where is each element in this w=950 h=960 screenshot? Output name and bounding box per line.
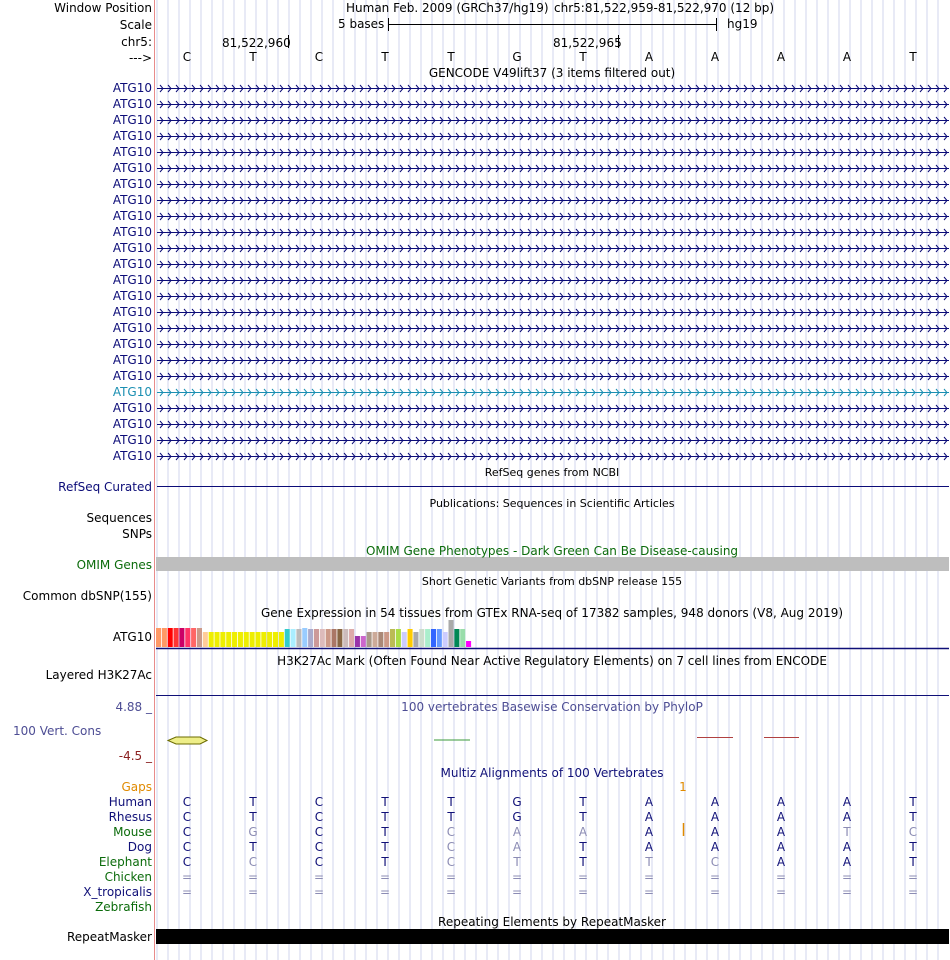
multiz-aligned-base: A [842, 795, 852, 809]
gencode-transcript-label[interactable]: ATG10 [112, 257, 152, 271]
multiz-aligned-base: T [249, 795, 257, 809]
gencode-transcript-label[interactable]: ATG10 [112, 97, 152, 111]
multiz-aligned-base: = [247, 870, 259, 884]
multiz-aligned-base: T [909, 810, 917, 824]
multiz-aligned-base: A [776, 825, 786, 839]
publications-snps-label[interactable]: SNPs [122, 527, 152, 541]
gencode-transcript-label[interactable]: ATG10 [112, 289, 152, 303]
gtex-tissue-bar [285, 629, 290, 647]
gencode-transcript-label[interactable]: ATG10 [112, 273, 152, 287]
gtex-track-title: Gene Expression in 54 tissues from GTEx RNA-seq of 17382 samples, 948 donors (V8, Aug 2019) [260, 606, 844, 620]
multiz-aligned-base: = [511, 870, 523, 884]
multiz-aligned-base: T [513, 855, 521, 869]
multiz-species-label[interactable]: Human [108, 795, 152, 809]
multiz-aligned-base: T [249, 840, 257, 854]
multiz-aligned-base: A [776, 795, 786, 809]
gencode-transcript-label[interactable]: ATG10 [112, 305, 152, 319]
h3k27ac-track-title: H3K27Ac Mark (Often Found Near Active Regulatory Elements) on 7 cell lines from ENCODE [277, 654, 827, 668]
gtex-tissue-bar [408, 629, 413, 647]
multiz-aligned-base: C [182, 855, 192, 869]
gtex-tissue-bar [273, 632, 278, 647]
multiz-aligned-base: C [248, 855, 258, 869]
gtex-tissue-bar [255, 632, 260, 647]
gtex-tissue-bar [279, 632, 284, 647]
multiz-aligned-base: = [577, 870, 589, 884]
multiz-aligned-base: C [182, 840, 192, 854]
gtex-tissue-bar [437, 629, 442, 647]
gtex-tissue-bar [162, 628, 167, 647]
gencode-transcript-label[interactable]: ATG10 [112, 353, 152, 367]
gtex-tissue-bar [372, 632, 377, 647]
multiz-species-label[interactable]: Rhesus [108, 810, 152, 824]
multiz-gaps-label[interactable]: Gaps [121, 780, 152, 794]
multiz-aligned-base: C [314, 855, 324, 869]
multiz-aligned-base: C [314, 795, 324, 809]
gtex-tissue-bar [168, 628, 173, 647]
gtex-tissue-bar [215, 632, 220, 647]
gencode-transcript-label[interactable]: ATG10 [112, 161, 152, 175]
multiz-aligned-base: C [182, 825, 192, 839]
multiz-aligned-base: T [843, 825, 851, 839]
gtex-tissue-bar [390, 629, 395, 647]
multiz-aligned-base: T [645, 855, 653, 869]
reference-base: A [644, 50, 654, 64]
multiz-aligned-base: A [578, 825, 588, 839]
gtex-tissue-bar [261, 632, 266, 647]
gtex-tissue-bar [367, 632, 372, 647]
multiz-species-label[interactable]: Elephant [98, 855, 152, 869]
multiz-aligned-base: = [841, 885, 853, 899]
multiz-aligned-base: T [909, 795, 917, 809]
gtex-tissue-bar [203, 632, 208, 647]
gencode-transcript-label[interactable]: ATG10 [112, 193, 152, 207]
multiz-aligned-base: A [644, 795, 654, 809]
reference-base: T [249, 50, 257, 64]
multiz-species-label[interactable]: Zebrafish [95, 900, 152, 914]
multiz-aligned-base: = [445, 870, 457, 884]
gtex-tissue-bar [454, 629, 459, 647]
scale-label: Scale [119, 18, 152, 32]
multiz-aligned-base: T [579, 795, 587, 809]
multiz-aligned-base: T [381, 840, 389, 854]
gencode-transcript-label[interactable]: ATG10 [112, 113, 152, 127]
coord-right: 81,522,965 [553, 36, 622, 50]
window-position-label: Window Position [54, 1, 152, 15]
gtex-track-label[interactable]: ATG10 [112, 630, 152, 644]
gtex-tissue-bar [291, 629, 296, 647]
multiz-aligned-base: = [775, 870, 787, 884]
multiz-aligned-base: = [577, 885, 589, 899]
multiz-aligned-base: = [445, 885, 457, 899]
reference-base: T [579, 50, 587, 64]
reference-base: T [447, 50, 455, 64]
gtex-tissue-bar [250, 632, 255, 647]
multiz-aligned-base: A [710, 810, 720, 824]
publications-track-title: Publications: Sequences in Scientific Articles [429, 497, 675, 510]
multiz-aligned-base: G [512, 795, 522, 809]
multiz-species-label[interactable]: X_tropicalis [83, 885, 152, 899]
multiz-aligned-base: A [842, 840, 852, 854]
gtex-tissue-bar [343, 629, 348, 647]
multiz-aligned-base: T [909, 840, 917, 854]
gtex-tissue-bar [443, 632, 448, 647]
gtex-tissue-bar [197, 628, 202, 647]
reference-base: A [710, 50, 720, 64]
multiz-aligned-base: A [842, 810, 852, 824]
multiz-aligned-base: A [842, 855, 852, 869]
multiz-aligned-base: T [381, 825, 389, 839]
multiz-aligned-base: A [710, 825, 720, 839]
gencode-transcript-label[interactable]: ATG10 [112, 401, 152, 415]
multiz-aligned-base: A [644, 810, 654, 824]
gtex-tissue-bar [209, 632, 214, 647]
gencode-transcript-label[interactable]: ATG10 [112, 145, 152, 159]
gencode-transcript-label[interactable]: ATG10 [112, 433, 152, 447]
gtex-tissue-bar [402, 632, 407, 647]
gtex-tissue-bar [361, 636, 366, 647]
multiz-aligned-base: = [709, 870, 721, 884]
phylop-track-title: 100 vertebrates Basewise Conservation by PhyloP [401, 700, 703, 714]
gencode-track-title: GENCODE V49lift37 (3 items filtered out) [428, 66, 676, 80]
multiz-aligned-base: = [379, 885, 391, 899]
multiz-aligned-base: C [314, 825, 324, 839]
multiz-aligned-base: T [249, 810, 257, 824]
gtex-tissue-bar [384, 632, 389, 647]
gtex-tissue-bar [413, 632, 418, 647]
multiz-aligned-base: = [643, 885, 655, 899]
gtex-tissue-bar [185, 628, 190, 647]
reference-base: T [909, 50, 917, 64]
multiz-track-title: Multiz Alignments of 100 Vertebrates [440, 766, 664, 780]
multiz-aligned-base: A [644, 840, 654, 854]
gtex-tissue-bar [244, 632, 249, 647]
multiz-species-label[interactable]: Mouse [113, 825, 152, 839]
multiz-aligned-base: T [579, 855, 587, 869]
gtex-tissue-bar [220, 632, 225, 647]
multiz-aligned-base: A [644, 825, 654, 839]
omim-feature-bar [156, 557, 949, 571]
reference-base: A [842, 50, 852, 64]
multiz-aligned-base: A [776, 810, 786, 824]
gencode-transcript-label[interactable]: ATG10 [112, 209, 152, 223]
omim-track-label[interactable]: OMIM Genes [76, 558, 152, 572]
reference-base: T [381, 50, 389, 64]
dbsnp-track-title: Short Genetic Variants from dbSNP release 155 [421, 575, 683, 588]
multiz-aligned-base: C [182, 795, 192, 809]
position-text: chr5:81,522,959-81,522,970 (12 bp) [554, 1, 775, 15]
scale-text: 5 bases [338, 17, 385, 31]
multiz-aligned-base: T [447, 795, 455, 809]
multiz-aligned-base: T [381, 795, 389, 809]
gencode-transcript-label[interactable]: ATG10 [112, 225, 152, 239]
gtex-tissue-bar [337, 629, 342, 647]
gtex-tissue-bar [449, 620, 454, 647]
chrom-label: chr5: [121, 35, 152, 49]
h3k27ac-track-label[interactable]: Layered H3K27Ac [45, 668, 152, 682]
repeatmasker-track-title: Repeating Elements by RepeatMasker [438, 915, 666, 929]
gtex-tissue-bar [238, 632, 243, 647]
gtex-tissue-bar [326, 629, 331, 647]
multiz-aligned-base: A [512, 840, 522, 854]
multiz-aligned-base: C [446, 840, 456, 854]
gtex-tissue-bar [267, 632, 272, 647]
omim-track-title: OMIM Gene Phenotypes - Dark Green Can Be Disease-causing [365, 544, 739, 558]
reference-base: C [314, 50, 324, 64]
repeatmasker-element-bar [156, 929, 949, 944]
multiz-aligned-base: = [709, 885, 721, 899]
multiz-aligned-base: C [446, 855, 456, 869]
multiz-aligned-base: A [776, 855, 786, 869]
multiz-aligned-base: = [313, 870, 325, 884]
gtex-tissue-bar [425, 629, 430, 647]
gtex-tissue-bar [156, 628, 161, 647]
gtex-tissue-bar [226, 632, 231, 647]
multiz-aligned-base: C [908, 825, 918, 839]
gtex-tissue-bar [332, 629, 337, 647]
gencode-transcript-label[interactable]: ATG10 [112, 177, 152, 191]
repeatmasker-track-label[interactable]: RepeatMasker [66, 930, 152, 944]
gencode-transcript-label[interactable]: ATG10 [112, 241, 152, 255]
gtex-tissue-bar [308, 629, 313, 647]
multiz-aligned-base: = [907, 885, 919, 899]
db-label: hg19 [727, 17, 758, 31]
multiz-aligned-base: A [776, 840, 786, 854]
multiz-aligned-base: = [181, 870, 193, 884]
assembly-title: Human Feb. 2009 (GRCh37/hg19) [346, 1, 549, 15]
gtex-tissue-bar [179, 628, 184, 647]
multiz-aligned-base: C [446, 825, 456, 839]
gencode-transcript-label[interactable]: ATG10 [112, 385, 152, 399]
coord-left: 81,522,960 [222, 36, 291, 50]
gencode-transcript-label[interactable]: ATG10 [112, 321, 152, 335]
gtex-tissue-bar [314, 629, 319, 647]
gtex-tissue-bar [320, 629, 325, 647]
multiz-aligned-base: = [775, 885, 787, 899]
multiz-aligned-base: T [381, 855, 389, 869]
gtex-tissue-bar [349, 629, 354, 647]
gencode-transcript-label[interactable]: ATG10 [112, 369, 152, 383]
reference-base: G [512, 50, 522, 64]
multiz-aligned-base: C [710, 855, 720, 869]
phylop-min-label: -4.5 _ [118, 749, 152, 763]
multiz-aligned-base: A [512, 825, 522, 839]
multiz-aligned-base: T [579, 840, 587, 854]
multiz-aligned-base: = [379, 870, 391, 884]
multiz-aligned-base: C [182, 810, 192, 824]
gencode-transcript-label[interactable]: ATG10 [112, 81, 152, 95]
multiz-aligned-base: = [247, 885, 259, 899]
gencode-transcript-label[interactable]: ATG10 [112, 449, 152, 463]
multiz-aligned-base: T [381, 810, 389, 824]
phylop-max-label: 4.88 _ [115, 700, 152, 714]
refseq-track-title: RefSeq genes from NCBI [484, 466, 620, 479]
gtex-tissue-bar [431, 629, 436, 647]
multiz-aligned-base: = [841, 870, 853, 884]
multiz-aligned-base: = [643, 870, 655, 884]
gtex-tissue-bar [419, 629, 424, 647]
gencode-transcript-label[interactable]: ATG10 [112, 417, 152, 431]
dbsnp-track-label[interactable]: Common dbSNP(155) [22, 589, 152, 603]
reference-base: C [182, 50, 192, 64]
gtex-tissue-bar [378, 632, 383, 647]
multiz-species-label[interactable]: Chicken [104, 870, 152, 884]
multiz-aligned-base: T [579, 810, 587, 824]
multiz-aligned-base: A [710, 840, 720, 854]
gtex-tissue-bar [296, 629, 301, 647]
gtex-tissue-bar [302, 628, 307, 647]
phylop-track-label[interactable]: 100 Vert. Cons [13, 724, 102, 738]
gencode-transcript-label[interactable]: ATG10 [112, 129, 152, 143]
multiz-aligned-base: C [314, 810, 324, 824]
multiz-aligned-base: T [447, 810, 455, 824]
publications-sequences-label[interactable]: Sequences [86, 511, 152, 525]
gencode-transcript-label[interactable]: ATG10 [112, 337, 152, 351]
refseq-track-label[interactable]: RefSeq Curated [58, 480, 152, 494]
gtex-tissue-bar [355, 636, 360, 647]
gtex-tissue-bar [174, 628, 179, 647]
multiz-species-label[interactable]: Dog [127, 840, 152, 854]
gtex-tissue-bar [460, 629, 465, 647]
multiz-aligned-base: = [181, 885, 193, 899]
multiz-aligned-base: = [511, 885, 523, 899]
multiz-gap-mark: 1 [679, 780, 687, 794]
multiz-aligned-base: = [907, 870, 919, 884]
strand-label: ---> [128, 51, 152, 65]
multiz-aligned-base: A [710, 795, 720, 809]
reference-base: A [776, 50, 786, 64]
multiz-aligned-base: = [313, 885, 325, 899]
phylop-positive-mark [168, 737, 207, 744]
gtex-tissue-bar [466, 641, 471, 647]
gtex-tissue-bar [232, 632, 237, 647]
multiz-aligned-base: G [512, 810, 522, 824]
multiz-aligned-base: T [909, 855, 917, 869]
multiz-aligned-base: C [314, 840, 324, 854]
multiz-aligned-base: G [248, 825, 258, 839]
gtex-tissue-bar [191, 628, 196, 647]
gtex-tissue-bar [396, 629, 401, 647]
